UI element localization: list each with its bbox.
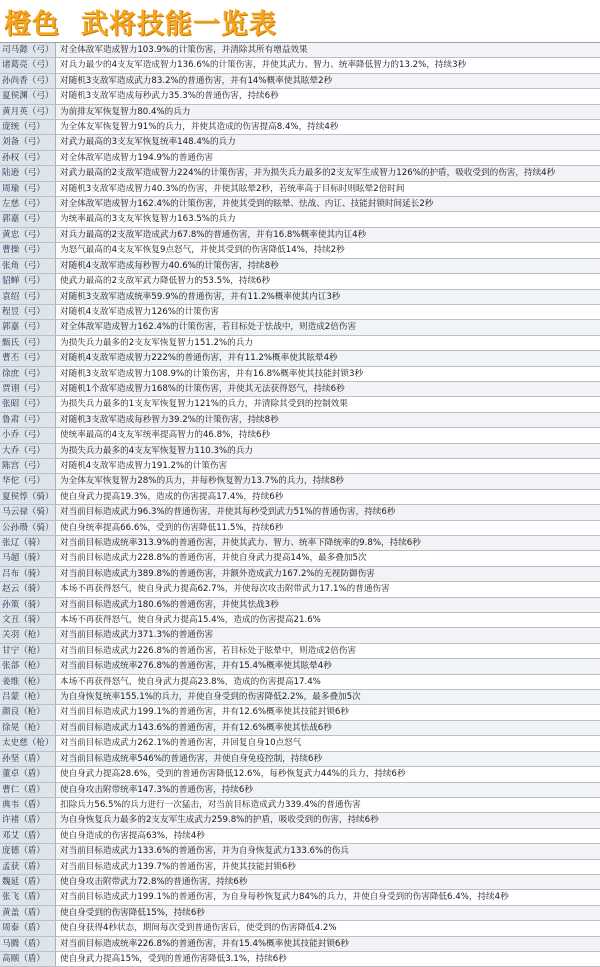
general-name-cell: 黄盖（盾） [0,906,56,920]
table-row [0,505,600,520]
general-name-cell: 甘宁（枪） [0,644,56,658]
general-name-cell: 陆逊（弓） [0,166,56,180]
table-row [0,459,600,474]
general-name-cell: 郭嘉（弓） [0,320,56,334]
page-title: 橙色 武将技能一览表 [4,8,277,40]
table-row [0,397,600,412]
general-name-cell: 赵云（骑） [0,582,56,596]
table-row [0,474,600,489]
general-name-cell: 贾诩（弓） [0,382,56,396]
skill-description-cell: 对随机4支敌军造成智力191.2%的计策伤害 [60,460,228,471]
table-row [0,813,600,828]
table-row [0,906,600,921]
table-row [0,351,600,366]
table-row [0,721,600,736]
general-name-cell: 庞统（弓） [0,120,56,134]
table-row [0,567,600,582]
general-name-cell: 董卓（盾） [0,767,56,781]
table-row [0,166,600,181]
skill-description-cell: 使武力最高的2支敌军武力降低智力的53.5%，持续6秒 [60,276,271,287]
general-name-cell: 孙坚（盾） [0,752,56,766]
skill-description-cell: 对当前目标造成武力139.7%的普通伤害，并使其技能封锁6秒 [60,861,296,872]
table-row [0,135,600,150]
general-name-cell: 颜良（枪） [0,705,56,719]
skill-description-cell: 对当前目标造成武力262.1%的普通伤害，并回复自身10点怒气 [60,738,302,749]
general-name-cell: 吕蒙（枪） [0,690,56,704]
general-name-cell: 左慈（弓） [0,197,56,211]
skill-description-cell: 为损失兵力最多的4支友军恢复智力110.3%的兵力 [60,445,253,456]
skill-description-cell: 为怒气最高的4支友军恢复9点怒气，并使其受到的伤害降低14%，持续2秒 [60,245,345,256]
skill-description-cell: 使统率最高的4支友军统率提高智力的46.8%，持续6秒 [60,430,271,441]
skill-description-cell: 对随机3支敌军造成统率59.9%的普通伤害，并有11.2%概率使其内讧3秒 [60,291,341,302]
general-name-cell: 太史慈（枪） [0,736,56,750]
table-row [0,151,600,166]
skill-description-cell: 对随机3支敌军造成智力40.3%的伤害，并使其眩晕2秒，若统率高于目标时则眩晕2倍时间 [60,183,405,194]
table-row [0,74,600,89]
table-row [0,58,600,73]
skill-description-cell: 使自身造成的伤害提高63%，持续4秒 [60,830,205,841]
general-name-cell: 孙权（弓） [0,151,56,165]
skill-description-cell: 对当前目标造成武力389.8%的普通伤害，并额外造成武力167.2%的无视防御伤害 [60,568,375,579]
general-name-cell: 陈宫（弓） [0,459,56,473]
skill-description-cell: 对随机4支敌军造成智力222%的普通伤害，并有11.2%概率使其眩晕4秒 [60,353,338,364]
table-row [0,705,600,720]
skill-description-cell: 本场不再获得怒气，使自身武力提高23.8%，造成的伤害提高17.4% [60,676,321,687]
skill-description-cell: 使自身武力提高15%，受到的普通伤害降低3.1%，持续6秒 [60,953,287,964]
general-name-cell: 黄忠（弓） [0,228,56,242]
general-name-cell: 公孙瓒（骑） [0,521,56,535]
general-name-cell: 周泰（盾） [0,921,56,935]
table-row [0,428,600,443]
general-name-cell: 夏侯惇（骑） [0,490,56,504]
table-row [0,952,600,967]
table-row [0,598,600,613]
general-name-cell: 许褚（盾） [0,813,56,827]
skill-description-cell: 对随机4支敌军造成每秒智力40.6%的计策伤害，持续8秒 [60,260,279,271]
table-row [0,382,600,397]
table-row [0,444,600,459]
table-row [0,490,600,505]
general-name-cell: 典韦（盾） [0,798,56,812]
table-row [0,243,600,258]
table-row [0,551,600,566]
skill-description-cell: 为损失兵力最多的1支友军恢复智力121%的兵力，并清除其受到的控制效果 [60,399,348,410]
table-row [0,290,600,305]
general-name-cell: 张辽（骑） [0,536,56,550]
skill-description-cell: 使自身统率提高66.6%，受到的伤害降低11.5%，持续6秒 [60,522,284,533]
general-name-cell: 孙策（骑） [0,598,56,612]
skill-description-cell: 对全体敌军造成智力162.4%的计策伤害，并使其受到的眩晕、怯战、内讧、技能封锁时间延长2秒 [60,199,434,210]
skill-description-cell: 对当前目标造成统率226.8%的普通伤害，并有15.4%概率使其技能封锁6秒 [60,938,349,949]
table-row [0,752,600,767]
table-row [0,320,600,335]
general-name-cell: 司马懿（弓） [0,43,56,57]
skill-description-cell: 为自身恢复统率155.1%的兵力，并使自身受到的伤害降低2.2%，最多叠加5次 [60,692,361,703]
table-row [0,521,600,536]
general-name-cell: 张飞（盾） [0,890,56,904]
general-name-cell: 貂蝉（弓） [0,274,56,288]
skill-description-cell: 本场不再获得怒气，使自身武力提高15.4%，造成的伤害提高21.6% [60,615,321,626]
general-name-cell: 刘备（弓） [0,135,56,149]
table-row [0,120,600,135]
skill-description-cell: 使自身武力提高28.6%，受到的普通伤害降低12.6%，每秒恢复武力44%的兵力，持续6秒 [60,769,406,780]
skill-description-cell: 对随机1个敌军造成智力168%的计策伤害，并使其无法获得怒气，持续6秒 [60,383,345,394]
table-row [0,844,600,859]
skill-description-cell: 对当前目标造成武力199.1%的普通伤害，并有12.6%概率使其技能封锁6秒 [60,707,349,718]
table-row [0,690,600,705]
skill-description-cell: 为自身恢复兵力最多的2支友军生成武力259.8%的护盾，吸收受到的伤害，持续6秒 [60,815,379,826]
general-name-cell: 张郃（枪） [0,659,56,673]
table-row [0,305,600,320]
general-name-cell: 鲁肃（弓） [0,413,56,427]
general-name-cell: 程昱（弓） [0,305,56,319]
skill-description-cell: 为前排友军恢复智力80.4%的兵力 [60,106,191,117]
table-row [0,182,600,197]
general-name-cell: 徐晃（枪） [0,721,56,735]
skill-description-cell: 对全体敌军造成智力162.4%的计策伤害，若目标处于怯战中，则造成2倍伤害 [60,322,357,333]
general-name-cell: 徐庶（弓） [0,367,56,381]
general-name-cell: 庞德（盾） [0,844,56,858]
general-name-cell: 吕布（骑） [0,567,56,581]
general-name-cell: 马超（骑） [0,551,56,565]
table-row [0,644,600,659]
table-row [0,736,600,751]
general-name-cell: 高顺（盾） [0,952,56,966]
skill-description-cell: 对全体敌军造成智力194.9%的普通伤害 [60,152,214,163]
general-name-cell: 郭嘉（弓） [0,212,56,226]
table-row [0,890,600,905]
general-name-cell: 大乔（弓） [0,444,56,458]
skill-description-cell: 使自身武力提高19.3%，造成的伤害提高17.4%，持续6秒 [60,491,284,502]
skill-description-cell: 对兵力最高的2支敌军造成武力67.8%的普通伤害，并有16.8%概率使其内讧4秒 [60,229,367,240]
general-name-cell: 夏侯渊（弓） [0,89,56,103]
general-name-cell: 邓艾（盾） [0,829,56,843]
table-row [0,937,600,952]
general-name-cell: 张昭（弓） [0,397,56,411]
skill-description-cell: 为损失兵力最多的2支友军恢复智力151.2%的兵力 [60,337,253,348]
table-row [0,212,600,227]
general-name-cell: 甄氏（弓） [0,336,56,350]
skill-table [0,42,600,967]
skill-description-cell: 对当前目标造成统率313.9%的普通伤害，并使其武力、智力、统率下降统率的9.8%，持续6秒 [60,538,421,548]
skill-description-cell: 对当前目标造成统率546%的普通伤害，并使自身免疫控制，持续6秒 [60,753,323,764]
table-row [0,89,600,104]
general-name-cell: 诸葛亮（弓） [0,58,56,72]
general-name-cell: 曹操（弓） [0,243,56,257]
table-row [0,921,600,936]
general-name-cell: 姜维（枪） [0,675,56,689]
table-row [0,875,600,890]
skill-description-cell: 对当前目标造成武力226.8%的普通伤害，若目标处于眩晕中，则造成2倍伤害 [60,645,357,656]
skill-description-cell: 对随机3支敌军造成武力83.2%的普通伤害，并有14%概率使其眩晕2秒 [60,75,333,86]
skill-description-cell: 为全体友军恢复智力28%的兵力，并每秒恢复智力13.7%的兵力，持续8秒 [60,476,344,487]
header [0,0,600,42]
skill-description-cell: 对随机3支敌军造成智力108.9%的计策伤害，并有16.8%概率使其技能封锁3秒 [60,368,364,379]
table-row [0,197,600,212]
table-row [0,413,600,428]
skill-description-cell: 对随机3支敌军造成每秒智力39.2%的计策伤害，持续8秒 [60,414,279,425]
table-row [0,582,600,597]
general-name-cell: 马腾（盾） [0,937,56,951]
table-row [0,259,600,274]
skill-description-cell: 对当前目标造成武力143.6%的普通伤害，并有12.6%概率使其怯战6秒 [60,722,332,733]
skill-description-cell: 对当前目标造成武力180.6%的普通伤害，并使其怯战3秒 [60,599,279,610]
skill-description-cell: 使自身攻击附带统率147.3%的普通伤害，持续6秒 [60,784,253,795]
skill-description-cell: 对武力最高的2支敌军造成智力224%的计策伤害，并为损失兵力最多的2支友军生成智力126%的护盾，吸收受到的伤害，持续4秒 [60,168,556,179]
table-row [0,628,600,643]
table-row [0,659,600,674]
skill-description-cell: 对武力最高的3支友军恢复统率148.4%的兵力 [60,137,236,148]
skill-description-cell: 对当前目标造成武力228.8%的普通伤害，并使自身武力提高14%，最多叠加5次 [60,553,367,564]
skill-description-cell: 对随机4支敌军造成智力126%的计策伤害 [60,306,219,317]
table-row [0,675,600,690]
skill-description-cell: 对全体敌军造成智力103.9%的计策伤害，并清除其所有增益效果 [60,45,308,55]
table-row [0,829,600,844]
general-name-cell: 曹仁（盾） [0,783,56,797]
general-name-cell: 袁绍（弓） [0,290,56,304]
general-name-cell: 魏延（盾） [0,875,56,889]
general-name-cell: 华佗（弓） [0,474,56,488]
table-row [0,798,600,813]
general-name-cell: 张角（弓） [0,259,56,273]
table-row [0,613,600,628]
skill-description-cell: 对兵力最少的4支友军造成智力136.6%的计策伤害，并使其武力、智力、统率降低智力的13.2%，持续3秒 [60,60,467,71]
table-row [0,274,600,289]
skill-description-cell: 使自身获得4秒状态，期间每次受到普通伤害后，使受到的伤害降低4.2% [60,923,337,934]
skill-description-cell: 为全体友军恢复智力91%的兵力，并使其造成的伤害提高8.4%，持续4秒 [60,122,339,133]
general-name-cell: 周瑜（弓） [0,182,56,196]
skill-description-cell: 使自身攻击附带武力72.8%的普通伤害，持续6秒 [60,876,248,887]
table-row [0,336,600,351]
table-row [0,228,600,243]
general-name-cell: 文丑（骑） [0,613,56,627]
skill-description-cell: 对当前目标造成武力199.1%的普通伤害，为自身每秒恢复武力84%的兵力，并使自身受到的伤害降低6.4%，持续4秒 [60,892,509,903]
general-name-cell: 曹丕（弓） [0,351,56,365]
general-name-cell: 孙尚香（弓） [0,74,56,88]
skill-description-cell: 使自身受到的伤害降低15%，持续6秒 [60,907,205,918]
skill-description-cell: 对当前目标造成武力133.6%的普通伤害，并为自身恢复武力133.6%的伤兵 [60,846,349,857]
general-name-cell: 孟获（盾） [0,860,56,874]
skill-description-cell: 本场不再获得怒气，使自身武力提高62.7%，并使每次攻击附带武力17.1%的普通伤害 [60,584,390,595]
table-row [0,43,600,58]
skill-description-cell: 对随机3支敌军造成每秒武力35.3%的普通伤害，持续6秒 [60,91,279,102]
table-row [0,367,600,382]
table-row [0,860,600,875]
skill-description-cell: 扣除兵力56.5%的兵力进行一次猛击，对当前目标造成武力339.4%的普通伤害 [60,799,361,810]
table-row [0,783,600,798]
table-row [0,767,600,782]
table-row [0,105,600,120]
skill-description-cell: 为统率最高的3支友军恢复智力163.5%的兵力 [60,214,236,225]
general-name-cell: 关羽（枪） [0,628,56,642]
skill-description-cell: 对当前目标造成武力371.3%的普通伤害 [60,630,214,641]
table-row [0,536,600,551]
skill-description-cell: 对当前目标造成统率276.8%的普通伤害，并有15.4%概率使其眩晕4秒 [60,661,332,672]
general-name-cell: 黄月英（弓） [0,105,56,119]
general-name-cell: 马云禄（骑） [0,505,56,519]
general-name-cell: 小乔（弓） [0,428,56,442]
skill-description-cell: 对当前目标造成武力96.3%的普通伤害，并使其每秒受到武力51%的普通伤害，持续6秒 [60,507,396,518]
